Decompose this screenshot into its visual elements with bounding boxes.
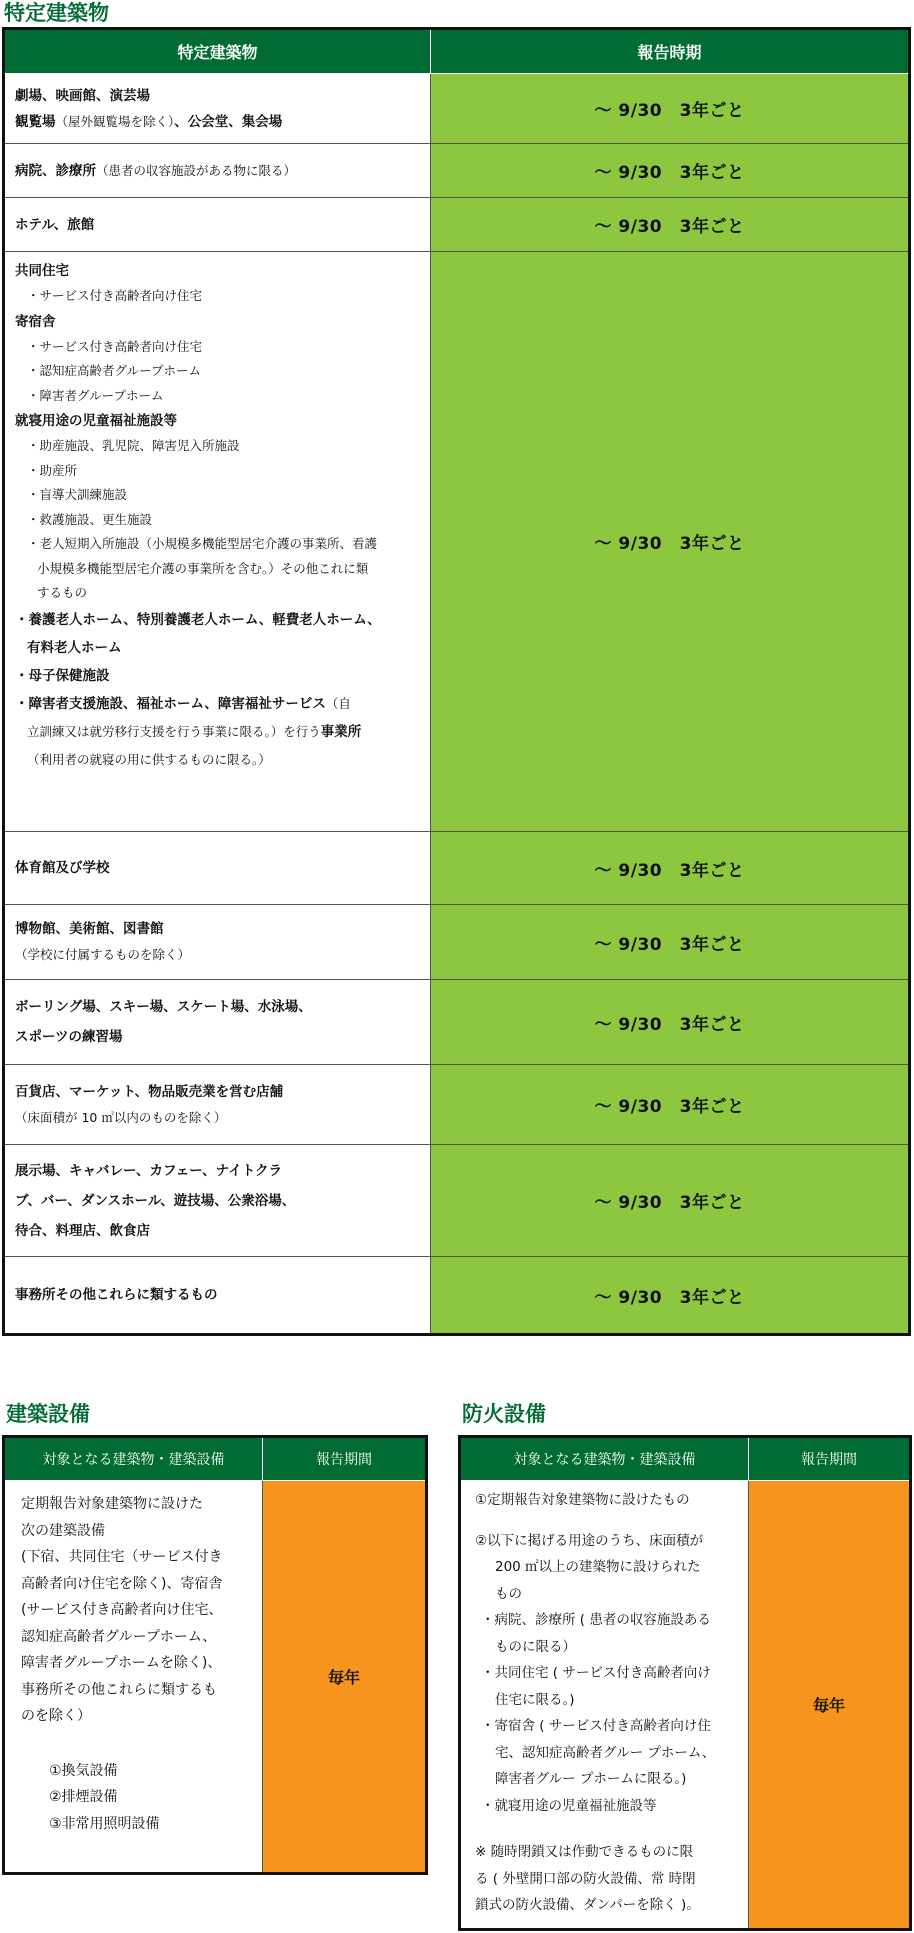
equipment-note: ※ 随時閉鎖又は作動できるものに限 <box>475 1844 694 1860</box>
equipment-item: ①換気設備 <box>49 1762 118 1779</box>
report-period: ～ 9/30 3年ごと <box>431 1065 910 1145</box>
building-name: ホテル、旅館 <box>15 216 95 233</box>
building-note: 立訓練又は就労移行支援を行う事業に限る。）を行う <box>27 723 321 739</box>
table-row <box>4 980 910 1065</box>
building-name: スポーツの練習場 <box>15 1029 123 1045</box>
building-item: ・老人短期入所施設（小規模多機能型居宅介護の事業所、看護 <box>27 536 378 551</box>
equipment-text: 障害者グループホームを除く)、 <box>21 1655 222 1671</box>
building-note: （床面積が 10 ㎡以内のものを除く） <box>15 1109 227 1125</box>
building-category: 事業所 <box>320 723 362 740</box>
building-name: 百貨店、マーケット、物品販売業を営む店舗 <box>15 1083 284 1100</box>
building-name: 、公会堂、集会場 <box>174 113 283 130</box>
building-category: ・養護老人ホーム、特別養護老人ホーム、軽費老人ホーム、 <box>15 611 381 628</box>
building-note: （学校に付属するものを除く） <box>15 947 191 962</box>
report-period: ～ 9/30 3年ごと <box>431 144 910 198</box>
equipment-text: 認知症高齢者グループホーム、 <box>21 1628 217 1645</box>
table-row <box>4 905 910 980</box>
table-row <box>4 252 910 832</box>
building-item: ・認知症高齢者グループホーム <box>27 363 202 378</box>
building-name: 事務所その他これらに類するもの <box>15 1287 218 1303</box>
report-period: ～ 9/30 3年ごと <box>431 1145 910 1257</box>
equipment-text: のを除く） <box>21 1708 91 1724</box>
table-row <box>4 144 910 198</box>
building-note: （利用者の就寝の用に供するものに限る。） <box>27 751 271 767</box>
building-name: ブ、バー、ダンスホール、遊技場、公衆浴場、 <box>15 1192 296 1209</box>
col-header-period: 報告期間 <box>749 1437 911 1481</box>
building-item: ・救護施設、更生施設 <box>27 511 153 527</box>
equipment-text: (サービス付き高齢者向け住宅、 <box>21 1602 223 1618</box>
specified-buildings-table <box>2 27 911 1336</box>
table-row <box>4 832 910 905</box>
equipment-text: 定期報告対象建築物に設けた <box>21 1496 203 1512</box>
building-note: （患者の収容施設がある物に限る） <box>96 162 297 178</box>
building-category: 寄宿舎 <box>15 313 56 330</box>
col-header-target: 対象となる建築物・建築設備 <box>460 1437 749 1481</box>
equipment-note: 鎖式の防火設備、ダンパーを除く )。 <box>475 1897 700 1913</box>
equipment-text: 宅、認知症高齢者グルー プホーム、 <box>495 1744 716 1761</box>
building-item: ・助産施設、乳児院、障害児入所施設 <box>27 438 240 453</box>
equipment-text: ・寄宿舎 ( サービス付き高齢者向け住 <box>481 1718 711 1734</box>
building-item: するもの <box>37 585 88 600</box>
equipment-text: もの <box>495 1585 522 1602</box>
equipment-text: 次の建築設備 <box>21 1522 105 1539</box>
equipment-text: 事務所その他これらに類するも <box>21 1681 217 1698</box>
col-header-period: 報告期間 <box>263 1437 427 1481</box>
equipment-text: 高齢者向け住宅を除く)、寄宿舎 <box>21 1575 223 1592</box>
section-title-specified-buildings: 特定建築物 <box>4 1 109 25</box>
equipment-text: ①定期報告対象建築物に設けたもの <box>475 1492 690 1508</box>
section-title-fire-equipment: 防火設備 <box>462 1402 546 1426</box>
table-row <box>4 1065 910 1145</box>
building-note: （自 <box>325 695 351 711</box>
table-row <box>4 1257 910 1335</box>
report-period: ～ 9/30 3年ごと <box>431 832 910 905</box>
building-item: ・助産所 <box>27 462 78 478</box>
building-name: 劇場、映画館、演芸場 <box>15 87 150 104</box>
equipment-text: ・病院、診療所 ( 患者の収容施設ある <box>481 1612 711 1628</box>
building-name: 博物館、美術館、図書館 <box>15 921 164 937</box>
report-period: ～ 9/30 3年ごと <box>431 74 910 144</box>
building-category: ・母子保健施設 <box>15 667 110 684</box>
building-note: （屋外観覧場を除く） <box>55 113 175 129</box>
building-category: 共同住宅 <box>15 263 69 279</box>
equipment-text: ②以下に掲げる用途のうち、床面積が <box>475 1532 704 1549</box>
equipment-note: る ( 外壁開口部の防火設備、常 時閉 <box>475 1870 696 1887</box>
building-category: 就寝用途の児童福祉施設等 <box>15 413 177 429</box>
building-name: 観覧場 <box>15 113 56 130</box>
equipment-text: ・共同住宅 ( サービス付き高齢者向け <box>481 1665 711 1681</box>
building-item: ・障害者グループホーム <box>27 387 164 403</box>
equipment-text: ものに限る） <box>495 1638 576 1655</box>
report-period: ～ 9/30 3年ごと <box>431 198 910 252</box>
report-period: ～ 9/30 3年ごと <box>431 1257 910 1335</box>
building-name: 展示場、キャバレー、カフェー、ナイトクラ <box>15 1162 283 1179</box>
equipment-text: 住宅に限る。) <box>495 1691 575 1708</box>
equipment-text: 障害者グルー プホームに限る。) <box>495 1771 687 1787</box>
equipment-text: ・就寝用途の児童福祉施設等 <box>481 1797 657 1814</box>
col-header-period: 報告時期 <box>431 29 910 74</box>
table-row <box>4 1145 910 1257</box>
building-name: 待合、料理店、飲食店 <box>15 1222 150 1239</box>
building-category: 有料老人ホーム <box>27 639 122 656</box>
building-item: ・盲導犬訓練施設 <box>27 487 128 502</box>
building-name: 体育館及び学校 <box>15 860 110 876</box>
report-period: 毎年 <box>749 1481 911 1930</box>
building-name: ボーリング場、スキー場、スケート場、水泳場、 <box>15 999 312 1015</box>
building-item: ・サービス付き高齢者向け住宅 <box>27 338 203 354</box>
fire-equipment-table <box>458 1435 912 1931</box>
equipment-text: 200 ㎡以上の建築物に設けられた <box>495 1559 701 1575</box>
col-header-target: 対象となる建築物・建築設備 <box>4 1437 263 1481</box>
report-period: 毎年 <box>263 1481 427 1874</box>
table-row <box>4 74 910 144</box>
col-header-building: 特定建築物 <box>4 29 431 74</box>
section-title-building-equipment: 建築設備 <box>6 1402 90 1426</box>
equipment-item: ②排煙設備 <box>49 1789 118 1805</box>
building-equipment-table <box>2 1435 428 1875</box>
equipment-text: (下宿、共同住宅（サービス付き <box>21 1549 223 1565</box>
report-period: ～ 9/30 3年ごと <box>431 980 910 1065</box>
equipment-item: ③非常用照明設備 <box>49 1815 160 1832</box>
building-name: 病院、診療所 <box>15 162 96 179</box>
report-period: ～ 9/30 3年ごと <box>431 252 910 832</box>
table-row <box>4 198 910 252</box>
building-item: 小規模多機能型居宅介護の事業所を含む。）その他これに類 <box>37 560 369 576</box>
building-category: ・障害者支援施設、福祉ホーム、障害福祉サービス <box>15 695 326 712</box>
report-period: ～ 9/30 3年ごと <box>431 905 910 980</box>
building-item: ・サービス付き高齢者向け住宅 <box>27 288 203 303</box>
